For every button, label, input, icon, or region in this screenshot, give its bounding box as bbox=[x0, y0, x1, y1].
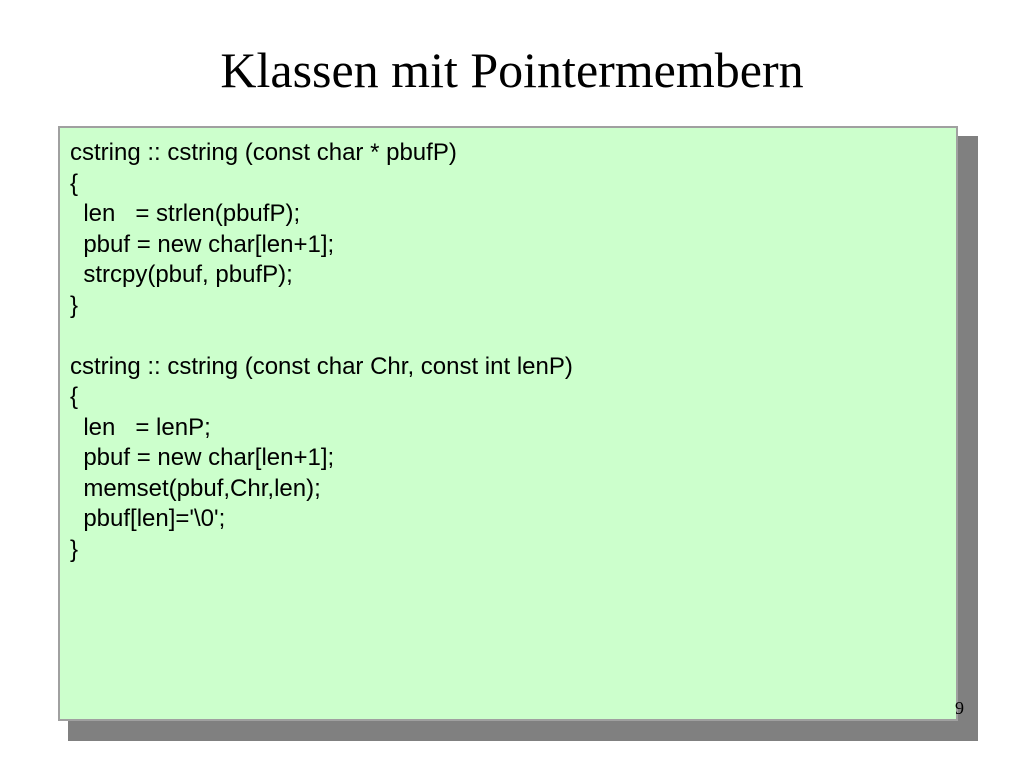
code-line: memset(pbuf,Chr,len); bbox=[70, 474, 321, 502]
code-line: strcpy(pbuf, pbufP); bbox=[70, 261, 293, 288]
code-box bbox=[58, 126, 958, 721]
code-line: pbuf = new char[len+1]; bbox=[70, 230, 335, 258]
code-line: pbuf = new char[len+1]; bbox=[70, 444, 335, 471]
code-line: } bbox=[70, 535, 79, 563]
code-line: pbuf[len]='\0'; bbox=[70, 505, 226, 532]
slide-title: Klassen mit Pointermembern bbox=[220, 42, 804, 98]
code-line: { bbox=[70, 383, 79, 410]
code-line: cstring :: cstring (const char Chr, const int lenP) bbox=[70, 352, 573, 380]
code-line: cstring :: cstring (const char * pbufP) bbox=[70, 139, 457, 166]
code-line bbox=[70, 321, 956, 352]
code-line: } bbox=[70, 291, 79, 319]
page-number: 9 bbox=[955, 698, 964, 718]
code-line: len = lenP; bbox=[70, 413, 211, 441]
code-line: { bbox=[70, 169, 79, 197]
code-line: len = strlen(pbufP); bbox=[70, 200, 301, 227]
